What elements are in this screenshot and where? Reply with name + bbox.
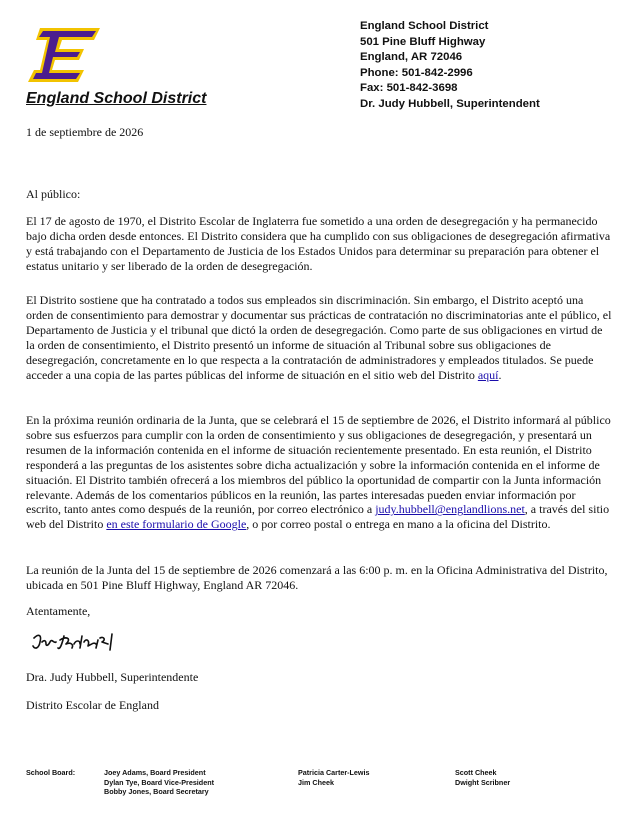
board-member: Scott Cheek [455, 768, 497, 777]
header-phone: Phone: 501-842-2996 [360, 66, 473, 79]
letter-date: 1 de septiembre de 2026 [26, 125, 144, 139]
header-district-name: England School District [360, 20, 489, 32]
board-member: Jim Cheek [298, 777, 334, 787]
letter-closing: Atentamente, [26, 604, 91, 618]
report-link[interactable]: aquí [477, 367, 499, 382]
header-street: 501 Pine Bluff Highway [360, 35, 486, 48]
footer-board-col-3 [455, 768, 510, 787]
email-link[interactable]: judy.hubbell@englandlions.net [375, 502, 525, 517]
header-fax: Fax: 501-842-3698 [360, 82, 458, 95]
paragraph-2-end: . [498, 367, 502, 382]
district-logo [26, 24, 104, 86]
paragraph-3-mid: , a través del sitio web del Distrito [26, 502, 610, 532]
paragraph-3-end: , o por correo postal o entrega en mano a la oficina del Distrito. [246, 517, 551, 532]
board-member: Bobby Jones, Board Secretary [104, 787, 209, 797]
board-member: Patricia Carter-Lewis [298, 768, 370, 777]
signer-organization: Distrito Escolar de England [26, 698, 159, 712]
paragraph-2-text: El Distrito sostiene que ha contratado a todos sus empleados sin discriminación. Sin embargo, el Distrito aceptó una orden de consentimiento para demostrar y documentar sus prácticas de contratación no discriminatorias ante el público, el Departamento de Justicia y el tribunal que dictó la orden de desegregación. Como parte de sus obligaciones en virtud de la orden de consentimiento, el Distrito presentó un informe de situación al Tribunal sobre sus obligaciones de desegregación, concretamente en lo que respecta a la contratación de administradores y empleados titulados. Se puede acceder a una copia de las partes públicas del informe de situación en el sitio web del Distrito [26, 293, 612, 382]
board-member: Dylan Tye, Board Vice-President [104, 777, 214, 787]
paragraph-4: La reunión de la Junta del 15 de septiembre de 2026 comenzará a las 6:00 p. m. en la Oficina Administrativa del Distrito, ubicada en 501 Pine Bluff Highway, England AR 72046. [26, 563, 608, 592]
header-address-block [360, 19, 540, 113]
paragraph-2 [26, 293, 612, 382]
header-city: England, AR 72046 [360, 51, 463, 64]
paragraph-3-text: En la próxima reunión ordinaria de la Junta, que se celebrará el 15 de septiembre de 2026, el Distrito informará al público sobre sus esfuerzos para cumplir con la orden de consentimiento y sus obligaciones de desegregación, y presentará un resumen de la información contenida en el informe de situación recientemente presentado. En esta reunión, el Distrito responderá a las preguntas de los asistentes sobre dicha actualización y sobre la información contenida en el informe de situación. El Distrito también ofrecerá a los miembros del público la oportunidad de compartir con la Junta información relevante. Además de los comentarios públicos en la reunión, las partes interesadas pueden enviar información por escrito, tanto antes como después de la reunión, por correo electrónico a [26, 413, 611, 517]
board-member: Dwight Scribner [455, 777, 511, 787]
paragraph-3 [26, 413, 612, 532]
signer-name: Dra. Judy Hubbell, Superintendente [26, 670, 199, 684]
district-title: England School District [26, 90, 207, 107]
signature [30, 630, 130, 654]
footer-board-col-2 [298, 768, 370, 787]
board-member: Joey Adams, Board President [104, 768, 206, 777]
paragraph-1: El 17 de agosto de 1970, el Distrito Escolar de Inglaterra fue sometido a una orden de desegregación y ha permanecido bajo dicha orden desde entonces. El Distrito considera que ha cumplido con sus obligaciones de desegregación afirmativa y está trabajando con el Departamento de Justicia de los Estados Unidos para determinar su preparación para obtener el estatus unitario y ser liberado de la orden de desegregación. [26, 214, 611, 273]
letter-salutation: Al público: [26, 187, 81, 201]
header-superintendent: Dr. Judy Hubbell, Superintendent [360, 97, 540, 110]
footer-label: School Board: [26, 768, 76, 777]
google-form-link[interactable]: en este formulario de Google [106, 517, 247, 532]
footer-board-col-1 [104, 768, 214, 797]
